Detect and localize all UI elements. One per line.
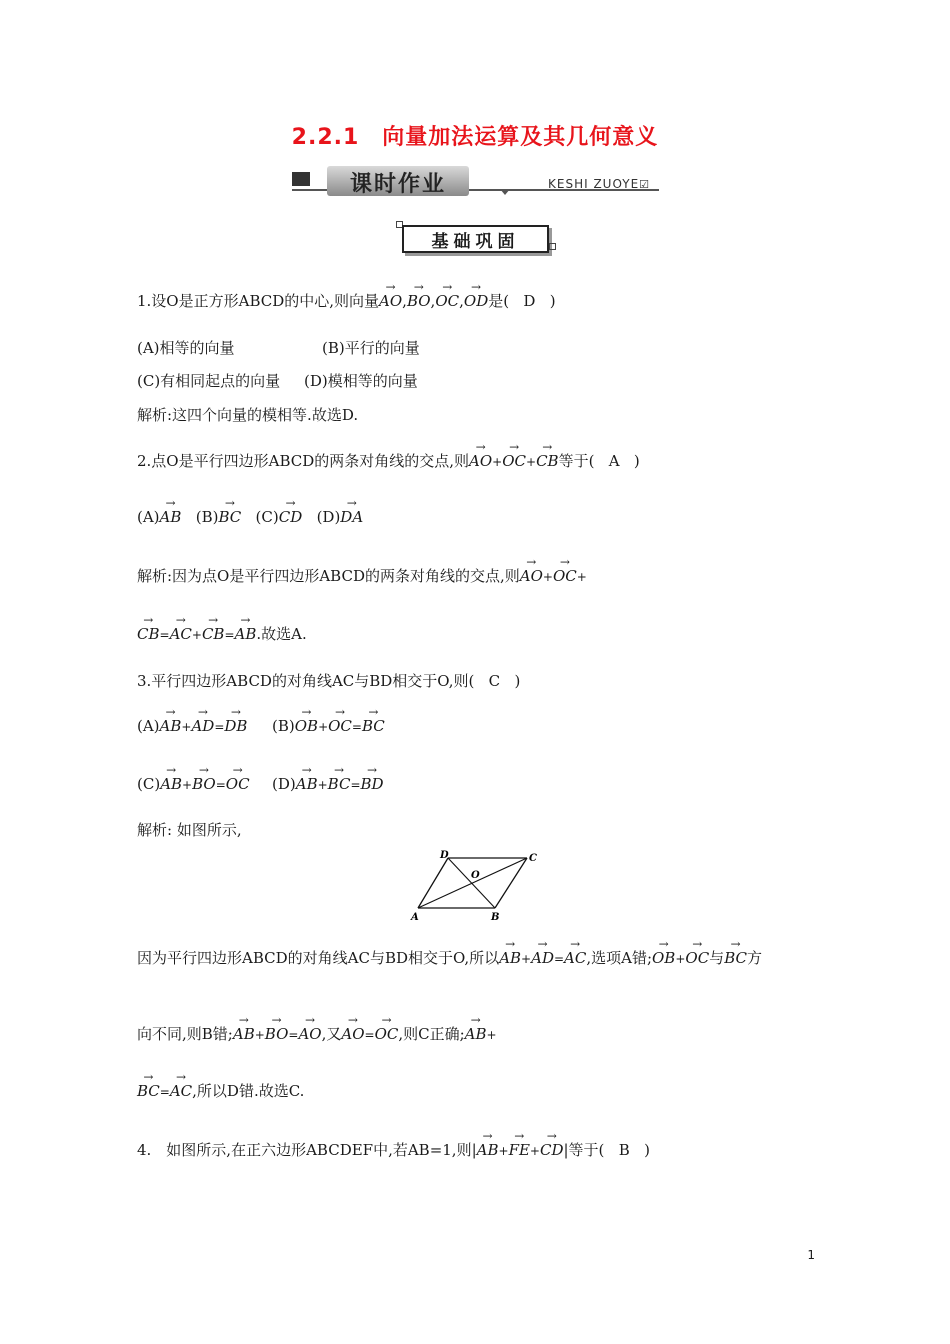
vector: → AD: [531, 948, 554, 968]
vector: → AB: [160, 774, 182, 794]
vector: → DA: [340, 507, 363, 527]
q3-option-c: (C)→ AB+→ BO=→ OC: [137, 774, 250, 795]
vector: → OC: [553, 566, 577, 586]
q1-option-c: (C)有相同起点的向量: [137, 372, 281, 390]
vector: → AC: [170, 624, 192, 644]
banner-triangle-icon: [500, 189, 510, 195]
q2-analysis-line1: 解析:因为点O是平行四边形ABCD的两条对角线的交点,则→ AO+→ OC+: [137, 566, 587, 587]
vector: → CB: [202, 624, 225, 644]
label-d: D: [440, 850, 449, 861]
parallelogram-figure: [405, 848, 550, 924]
q1-stem: 1.设O是正方形ABCD的中心,则向量→ AO,→ BO,→ OC,→ OD是( D ): [137, 291, 556, 311]
q1-stem-tail: 是(: [488, 292, 510, 310]
q3-stem-text: 3.平行四边形ABCD的对角线AC与BD相交于O,则(: [137, 672, 475, 690]
q3-analysis-text2: 向不同,则B错;: [137, 1025, 233, 1043]
q4-stem-tail: |等于(: [563, 1141, 605, 1159]
edge-da: [418, 858, 448, 908]
vector: → OB: [295, 716, 318, 736]
vector: → BO: [407, 291, 431, 311]
q3-analysis-line2: 向不同,则B错;→ AB+→ BO=→ AO,又→ AO=→ OC,则C正确;→ AB+: [137, 1024, 497, 1045]
vector: → AB: [477, 1140, 499, 1160]
q3-analysis-yu: 与: [709, 949, 725, 967]
vector: → AB: [465, 1024, 487, 1044]
q3-option-d-label: (D): [272, 775, 296, 793]
label-a: A: [411, 912, 419, 923]
q2-analysis-tail: .故选A.: [256, 625, 307, 643]
section-corner-br-icon: [549, 243, 556, 250]
q3-analysis-head: 解析: 如图所示,: [137, 821, 242, 839]
q1-close: ): [549, 292, 556, 310]
vector: → AC: [564, 948, 586, 968]
vector: → AB: [160, 716, 182, 736]
vector: → BC: [218, 507, 241, 527]
vector: → BC: [137, 1081, 160, 1101]
q2-stem-tail: 等于(: [558, 452, 595, 470]
vector: → OC: [685, 948, 709, 968]
q1-option-a: (A)相等的向量: [137, 339, 235, 357]
q3-analysis-line3: → BC=→ AC,所以D错.故选C.: [137, 1081, 304, 1102]
q2-option-d-label: (D): [316, 508, 341, 526]
vector: → OC: [375, 1024, 399, 1044]
q3-answer: C: [488, 672, 501, 690]
q1-analysis: 解析:这四个向量的模相等.故选D.: [137, 406, 359, 424]
q2-option-b-label: (B): [195, 508, 219, 526]
vector: → AB: [235, 624, 257, 644]
label-o: O: [471, 870, 480, 881]
diagonal-bd: [448, 858, 495, 908]
vector: → AD: [191, 716, 214, 736]
q3-analysis-mid2: ,又: [321, 1025, 342, 1043]
q3-analysis-tail: ,所以D错.故选C.: [192, 1082, 305, 1100]
q2-options: [137, 507, 363, 527]
vector: → AB: [160, 507, 182, 527]
q3-analysis-mid: ,选项A错;: [586, 949, 652, 967]
q2-option-c-label: (C): [255, 508, 279, 526]
q3-option-c-label: (C): [137, 775, 161, 793]
vector: → AC: [170, 1081, 192, 1101]
vector: → CD: [279, 507, 303, 527]
q2-option-a-label: (A): [137, 508, 160, 526]
vector: → BD: [361, 774, 384, 794]
vector: → AO: [520, 566, 543, 586]
vector: → OC: [435, 291, 459, 311]
vector: → AB: [499, 948, 521, 968]
q3-option-d: (D)→ AB+→ BC=→ BD: [272, 774, 384, 795]
vector: → AO: [298, 1024, 321, 1044]
q2-close: ): [633, 452, 640, 470]
vector: → FE: [509, 1140, 530, 1160]
q3-option-b-label: (B): [272, 717, 295, 735]
vector: → AB: [296, 774, 318, 794]
q4-stem: 4. 如图所示,在正六边形ABCDEF中,若AB=1,则|→ AB+→ FE+→ CD|等于( B ): [137, 1140, 650, 1161]
q2-analysis-line2: → CB=→ AC+→ CB=→ AB.故选A.: [137, 624, 307, 645]
q3-analysis-line1: 因为平行四边形ABCD的对角线AC与BD相交于O,所以→ AB+→ AD=→ AC,选项A错;→ OB+→ OC与→ BC方: [137, 948, 762, 969]
vector: → AO: [341, 1024, 364, 1044]
vector: → BO: [192, 774, 216, 794]
check-icon: ☑: [639, 178, 651, 191]
page-title: 2.2.1 向量加法运算及其几何意义: [291, 125, 659, 150]
q3-analysis-mid3: ,则C正确;: [398, 1025, 465, 1043]
q2-analysis-text: 解析:因为点O是平行四边形ABCD的两条对角线的交点,则: [137, 567, 520, 585]
q3-option-a-label: (A): [137, 717, 160, 735]
vector: → DB: [224, 716, 247, 736]
q2-answer: A: [608, 452, 620, 470]
q4-close: ): [644, 1141, 650, 1159]
q3-analysis-text: 因为平行四边形ABCD的对角线AC与BD相交于O,所以: [137, 949, 500, 967]
vector: → BC: [328, 774, 351, 794]
banner-label: 课时作业: [349, 172, 446, 197]
vector: → AB: [233, 1024, 255, 1044]
label-b: B: [491, 912, 500, 923]
vector: → OC: [226, 774, 250, 794]
q4-stem-text: 4. 如图所示,在正六边形ABCDEF中,若AB=1,则|: [137, 1141, 477, 1159]
vector: → CD: [540, 1140, 564, 1160]
section-title: 基础巩固: [431, 232, 520, 252]
vector: → OC: [328, 716, 352, 736]
q2-stem-text: 2.点O是平行四边形ABCD的两条对角线的交点,则: [137, 452, 470, 470]
q3-option-a: (A)→ AB+→ AD=→ DB: [137, 716, 247, 737]
vector: → OD: [464, 291, 488, 311]
page-number: 1: [807, 1248, 815, 1262]
vector: → AO: [379, 291, 402, 311]
vector: → BC: [362, 716, 385, 736]
banner-square-icon: [292, 172, 310, 186]
q3-analysis-end: 方: [746, 949, 762, 967]
vector: → BC: [724, 948, 747, 968]
banner-sub-text: KESHI ZUOYE: [548, 177, 640, 191]
q1-option-b: (B)平行的向量: [322, 339, 420, 357]
q3-stem: [137, 671, 520, 691]
vector: → CB: [536, 451, 559, 471]
vector: → OB: [652, 948, 675, 968]
label-c: C: [529, 853, 537, 864]
q3-close: ): [514, 672, 521, 690]
vector: → CB: [137, 624, 160, 644]
vector: → AO: [469, 451, 492, 471]
q1-option-d: (D)模相等的向量: [304, 372, 418, 390]
q2-stem: 2.点O是平行四边形ABCD的两条对角线的交点,则→ AO+→ OC+→ CB等于( A ): [137, 451, 640, 472]
q4-answer: B: [618, 1141, 630, 1159]
banner-rule-left: [292, 189, 328, 191]
vector: → OC: [502, 451, 526, 471]
vector: → BO: [265, 1024, 289, 1044]
q1-stem-text: 1.设O是正方形ABCD的中心,则向量: [137, 292, 380, 310]
q1-answer: D: [523, 292, 536, 310]
q3-option-b: (B)→ OB+→ OC=→ BC: [272, 716, 385, 737]
banner-sub: [548, 177, 650, 191]
